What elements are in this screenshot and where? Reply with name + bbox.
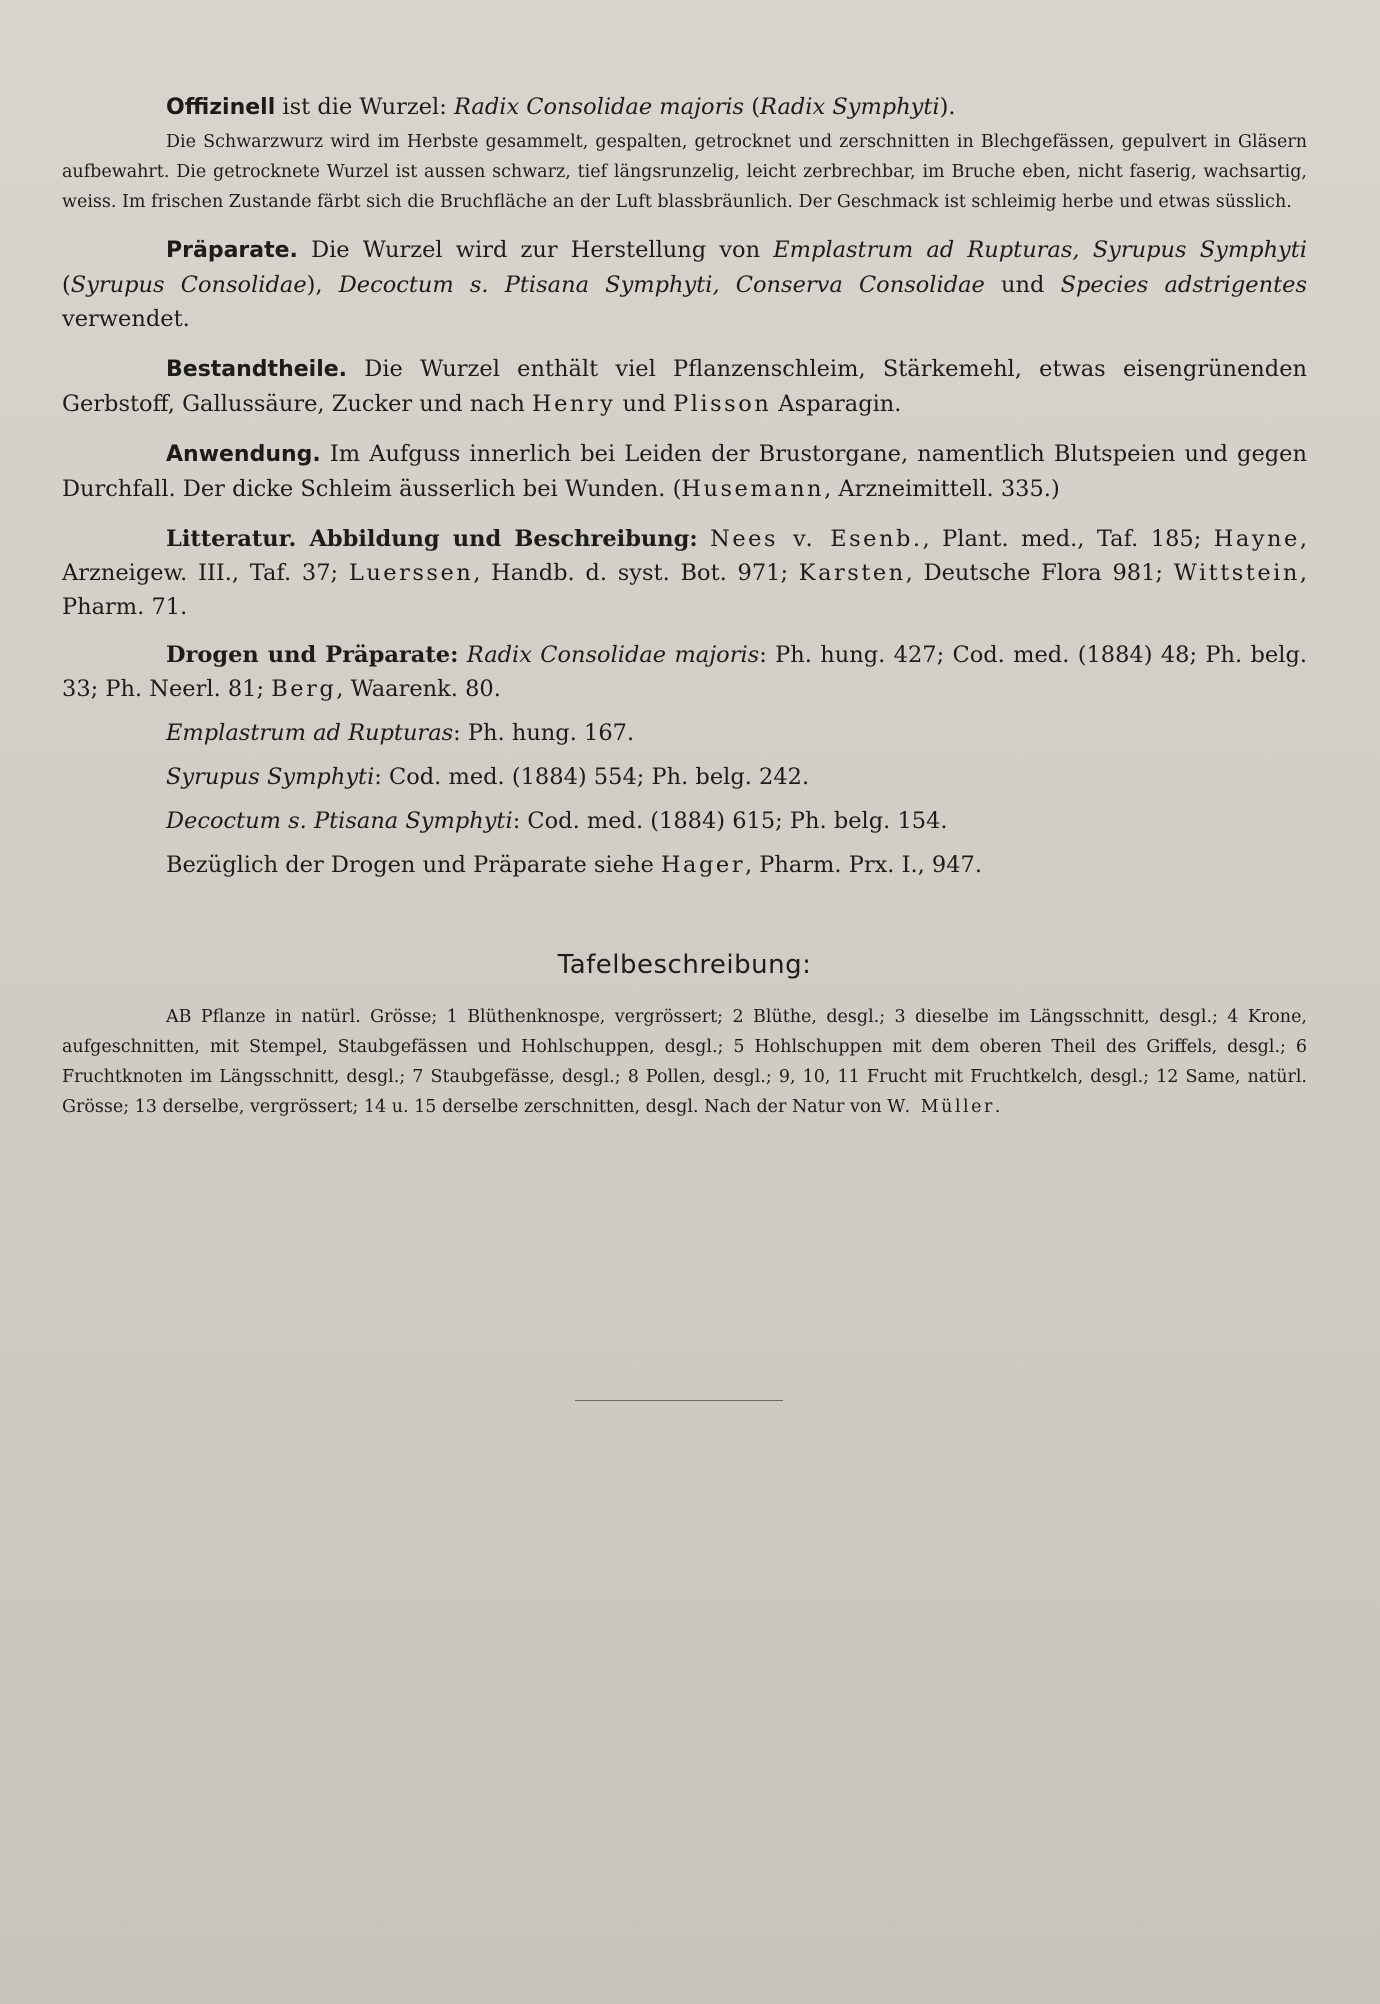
tafelbeschreibung-text: AB Pflanze in natürl. Grösse; 1 Blüthenknospe, vergrössert; 2 Blüthe, desgl.; 3 dieselbe im Längsschnitt, desgl.; 4 Krone, aufgeschnitten, mit Stempel, Staubgefässen und Hohlschuppen, desgl.; 5 Hohlschuppen mit dem oberen Theil des Griffels, desgl.; 6 Fruchtknoten im Längsschnitt, desgl.; 7 Staubgefässe, desgl.; 8 Pollen, desgl.; 9, 10, 11 Frucht mit Fruchtkelch, desgl.; 12 Same, natürl. Grösse; 13 derselbe, vergrössert; 14 u. 15 derselbe zerschnitten, desgl. Nach der Natur von W. Müller. [62, 1007, 1307, 1117]
offizinell-heading: Offizinell [166, 95, 276, 120]
anwendung-paragraph: Anwendung. Im Aufguss innerlich bei Leiden der Brustorgane, namentlich Blutspeien und gegen Durchfall. Der dicke Schleim äusserlich bei Wunden. (Husemann, Arzneimittell. 335.) [62, 441, 1307, 502]
praeparate-paragraph: Präparate. Die Wurzel wird zur Herstellung von Emplastrum ad Rupturas, Syrupus Symphyti (Syrupus Consolidae), Decoctum s. Ptisana Symphyti, Conserva Consolidae und Species adstrigentes verwendet. [62, 237, 1308, 332]
tafelbeschreibung-title: Tafelbeschreibung: [557, 950, 812, 980]
bestandtheile-paragraph: Bestandtheile. Die Wurzel enthält viel Pflanzenschleim, Stärkemehl, etwas eisengrünenden Gerbstoff, Gallussäure, Zucker und nach Henry und Plisson Asparagin. [62, 356, 1307, 417]
drug-name-alt: Radix Symphyti [760, 94, 940, 120]
bestandtheile-heading: Bestandtheile. [166, 357, 348, 382]
litteratur-heading: Litteratur. Abbildung und Beschreibung: [166, 526, 698, 552]
praeparate-heading: Präparate. [166, 238, 298, 263]
drug-name: Radix Consolidae majoris [453, 94, 745, 120]
drogen-ref-syrupus: Syrupus Symphyti: Cod. med. (1884) 554; Ph. belg. 242. [166, 764, 810, 790]
document-body [62, 90, 1307, 1122]
divider-rule [575, 1400, 783, 1401]
drogen-heading: Drogen und Präparate: [166, 642, 459, 668]
drogen-hager-ref: Bezüglich der Drogen und Präparate siehe Hager, Pharm. Prx. I., 947. [166, 852, 983, 878]
offizinell-detail: Die Schwarzwurz wird im Herbste gesammelt, gespalten, getrocknet und zerschnitten in Blechgefässen, gepulvert in Gläsern aufbewahrt. Die getrocknete Wurzel ist aussen schwarz, tief längsrunzelig, leicht zerbrechbar, im Bruche eben, nicht faserig, wachsartig, weiss. Im frischen Zustande färbt sich die Bruchfläche an der Luft blassbräunlich. Der Geschmack ist schleimig herbe und etwas süsslich. [62, 132, 1307, 212]
offizinell-paragraph: Offizinell ist die Wurzel: Radix Consolidae majoris (Radix Symphyti). [166, 94, 956, 120]
drogen-paragraph: Drogen und Präparate: Radix Consolidae majoris: Ph. hung. 427; Cod. med. (1884) 48; Ph. belg. 33; Ph. Neerl. 81; Berg, Waarenk. 80. [62, 642, 1307, 702]
litteratur-paragraph: Litteratur. Abbildung und Beschreibung: Nees v. Esenb., Plant. med., Taf. 185; Hayne, Arzneigew. III., Taf. 37; Luerssen, Handb. d. syst. Bot. 971; Karsten, Deutsche Flora 981; Wittstein, Pharm. 71. [62, 526, 1307, 620]
drogen-ref-decoctum: Decoctum s. Ptisana Symphyti: Cod. med. (1884) 615; Ph. belg. 154. [166, 808, 948, 834]
anwendung-heading: Anwendung. [166, 442, 321, 467]
drogen-ref-emplastrum: Emplastrum ad Rupturas: Ph. hung. 167. [166, 720, 635, 746]
